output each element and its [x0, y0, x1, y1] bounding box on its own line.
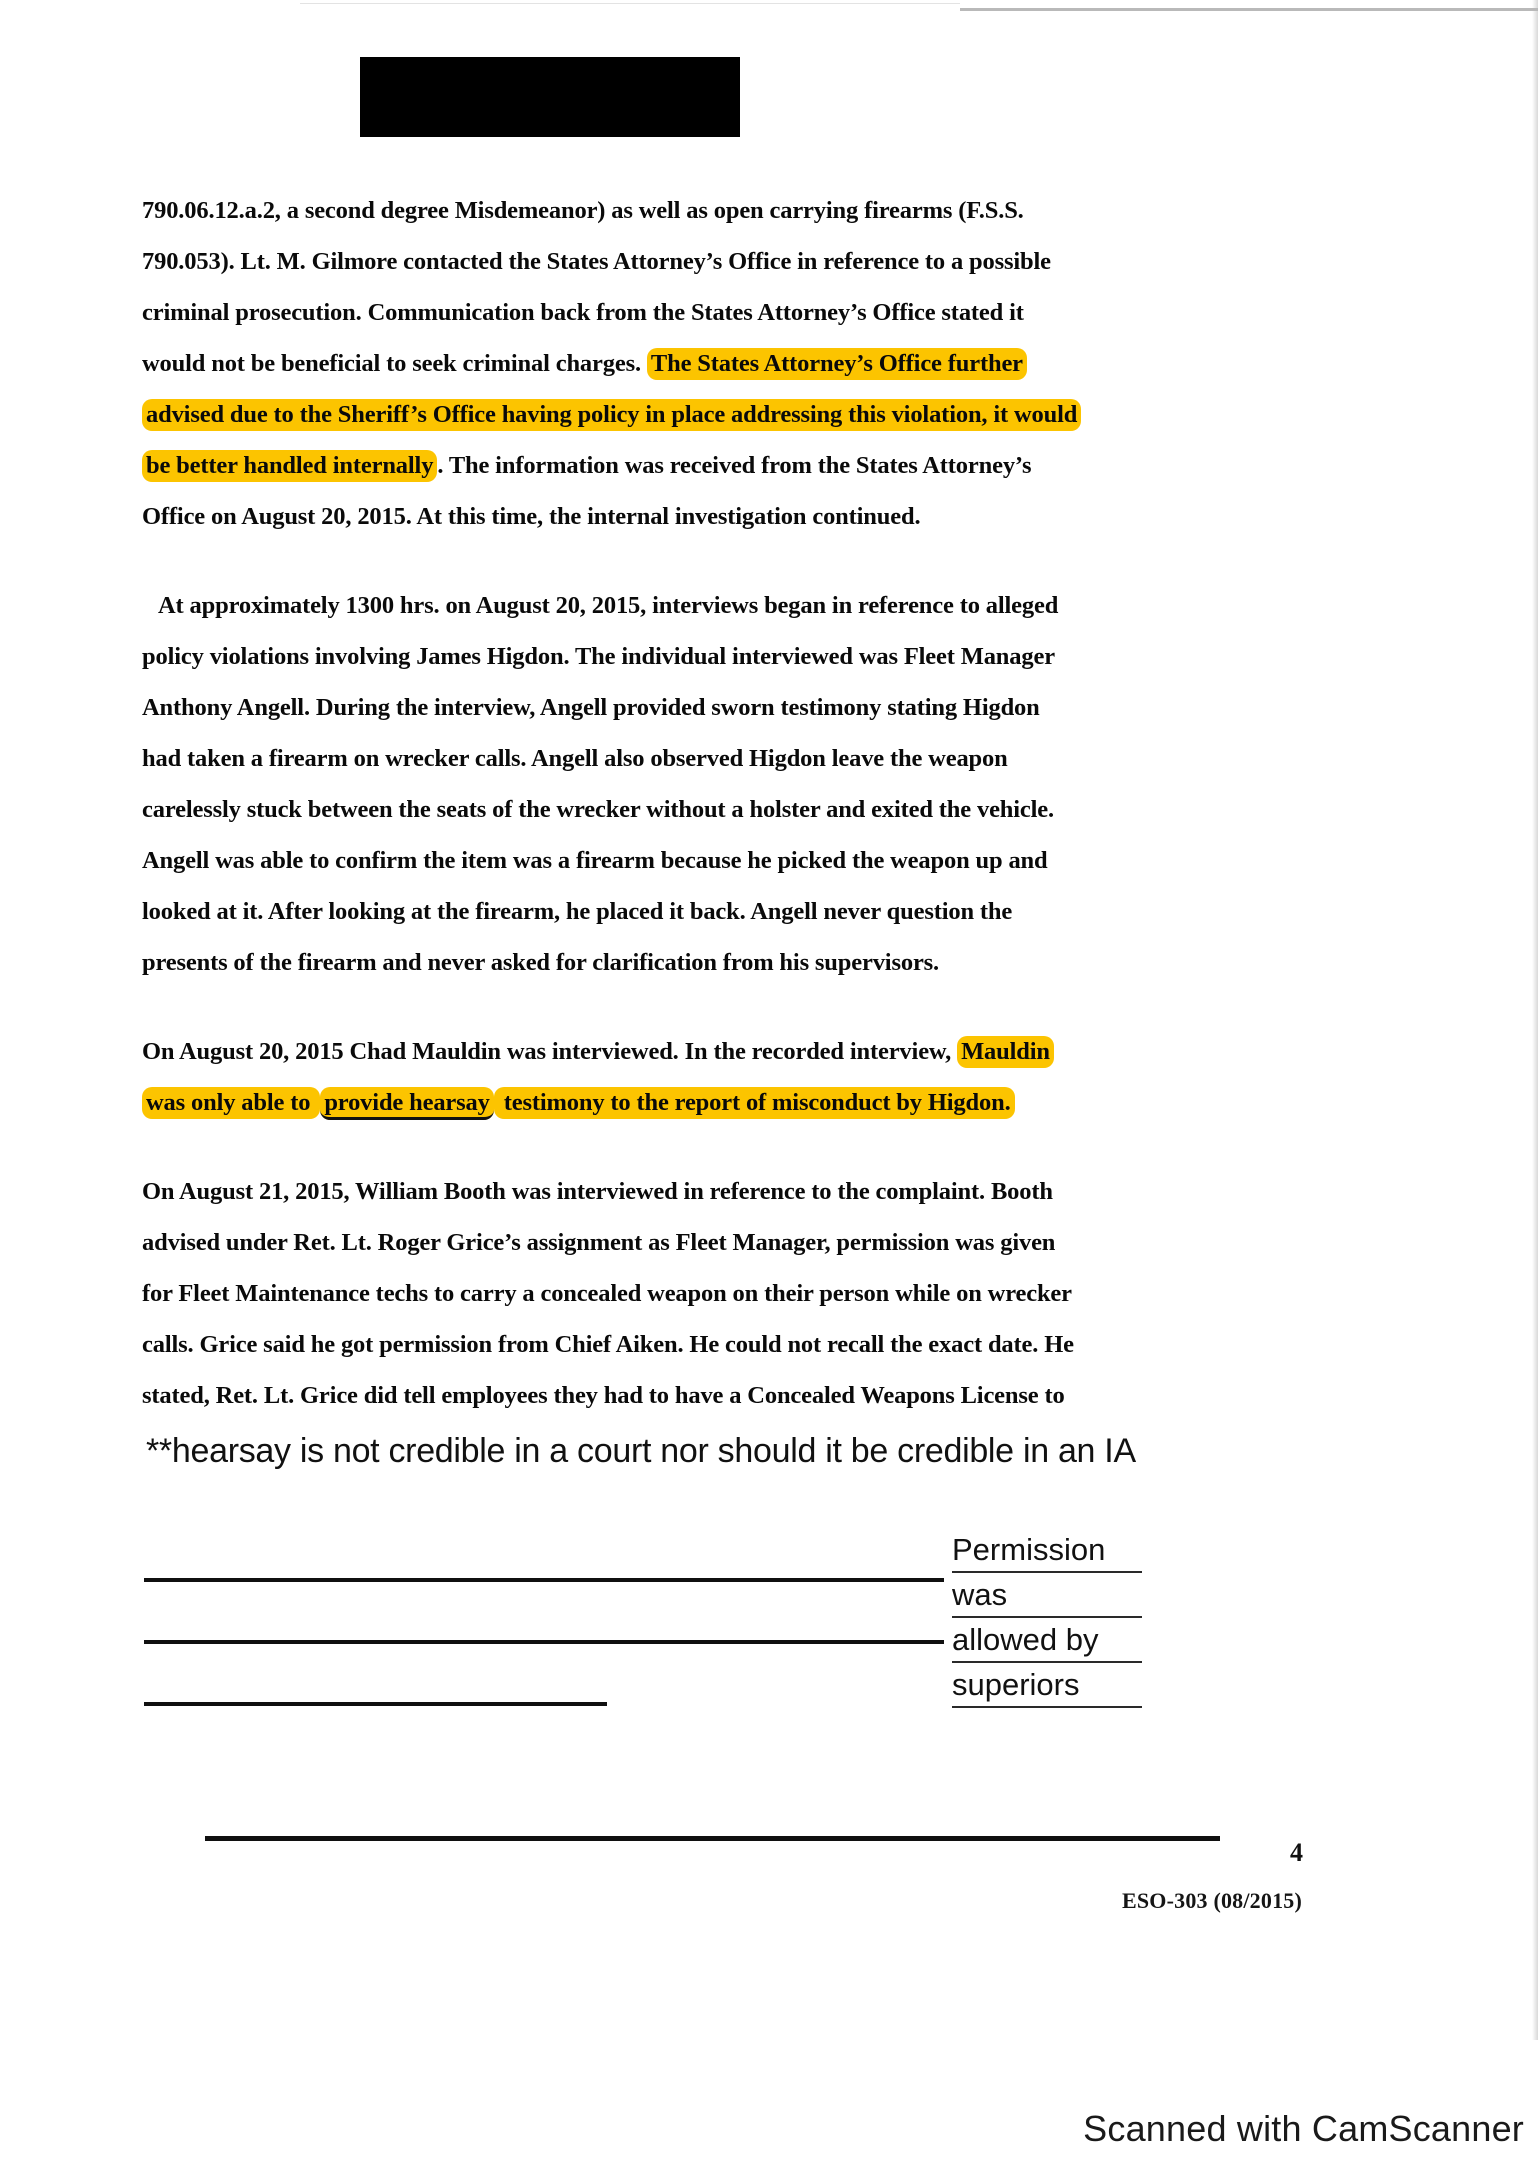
plain-text: At approximately 1300 hrs. on August 20, 2015, interviews began in reference to alleged — [158, 592, 1059, 619]
highlighted-text: Mauldin — [957, 1036, 1054, 1068]
text-line — [142, 440, 1402, 491]
redaction-bar — [360, 57, 740, 137]
scan-edge-top — [960, 8, 1538, 11]
handwritten-note-line: was — [952, 1573, 1142, 1618]
text-line — [142, 389, 1402, 440]
text-line — [142, 1319, 1402, 1370]
plain-text: . The information was received from the States Attorney’s — [437, 452, 1032, 479]
text-line — [142, 733, 1402, 784]
text-line — [142, 1026, 1402, 1077]
highlighted-text: testimony to the report of misconduct by Higdon. — [494, 1087, 1015, 1119]
underline-mark-1 — [144, 1578, 944, 1582]
plain-text: criminal prosecution. Communication back from the States Attorney’s Office stated it — [142, 299, 1024, 326]
plain-text: Anthony Angell. During the interview, Angell provided sworn testimony stating Higdon — [142, 694, 1040, 721]
plain-text: Angell was able to confirm the item was a firearm because he picked the weapon up and — [142, 847, 1048, 874]
plain-text: had taken a firearm on wrecker calls. Angell also observed Higdon leave the weapon — [142, 745, 1008, 772]
text-line — [142, 784, 1402, 835]
highlighted-underlined-text: provide hearsay — [320, 1087, 493, 1120]
text-line — [142, 185, 1402, 236]
document-body — [142, 185, 1402, 1459]
handwritten-note-hearsay: **hearsay is not credible in a court nor should it be credible in an IA — [146, 1432, 1136, 1470]
plain-text: advised under Ret. Lt. Roger Grice’s assignment as Fleet Manager, permission was given — [142, 1229, 1056, 1256]
plain-text: presents of the firearm and never asked for clarification from his supervisors. — [142, 949, 940, 976]
paragraph-2 — [142, 580, 1402, 988]
plain-text: stated, Ret. Lt. Grice did tell employees they had to have a Concealed Weapons License to — [142, 1382, 1065, 1409]
text-line — [142, 886, 1402, 937]
text-line — [142, 1268, 1402, 1319]
plain-text: Office on August 20, 2015. At this time, the internal investigation continued. — [142, 503, 921, 530]
text-line — [142, 580, 1402, 631]
plain-text: carelessly stuck between the seats of the wrecker without a holster and exited the vehicle. — [142, 796, 1055, 823]
camscanner-watermark: Scanned with CamScanner — [1083, 2108, 1524, 2149]
text-line — [142, 338, 1402, 389]
text-line — [142, 682, 1402, 733]
text-line — [142, 287, 1402, 338]
text-line — [142, 835, 1402, 886]
plain-text: calls. Grice said he got permission from Chief Aiken. He could not recall the exact date. He — [142, 1331, 1074, 1358]
highlighted-text: be better handled internally — [142, 450, 437, 482]
handwritten-note-line: Permission — [952, 1528, 1142, 1573]
highlighted-text: The States Attorney’s Office further — [647, 348, 1027, 380]
page-number: 4 — [1290, 1838, 1303, 1867]
handwritten-note-permission — [952, 1528, 1142, 1708]
text-line — [142, 1217, 1402, 1268]
paragraph-1 — [142, 185, 1402, 542]
handwritten-note-line: allowed by — [952, 1618, 1142, 1663]
underline-mark-2 — [144, 1640, 944, 1644]
paragraph-3 — [142, 1026, 1402, 1128]
text-line — [142, 1370, 1402, 1421]
highlighted-text: was only able to — [142, 1087, 320, 1119]
paragraph-4 — [142, 1166, 1402, 1421]
scan-edge-top-secondary — [300, 3, 960, 4]
plain-text: for Fleet Maintenance techs to carry a concealed weapon on their person while on wrecker — [142, 1280, 1072, 1307]
highlighted-text: advised due to the Sheriff’s Office having policy in place addressing this violation, it would — [142, 399, 1081, 431]
plain-text: policy violations involving James Higdon. The individual interviewed was Fleet Manager — [142, 643, 1055, 670]
footer-separator-rule — [205, 1836, 1220, 1841]
form-identifier: ESO-303 (08/2015) — [1122, 1888, 1303, 1913]
text-line — [142, 631, 1402, 682]
text-line — [142, 1077, 1402, 1128]
underline-mark-3 — [144, 1702, 607, 1706]
text-line — [142, 1166, 1402, 1217]
scan-edge-right — [1532, 0, 1538, 2040]
handwritten-note-line: superiors — [952, 1663, 1142, 1708]
plain-text: would not be beneficial to seek criminal charges. — [142, 350, 647, 377]
text-line — [142, 937, 1402, 988]
plain-text: On August 21, 2015, William Booth was interviewed in reference to the complaint. Booth — [142, 1178, 1053, 1205]
plain-text: 790.053). Lt. M. Gilmore contacted the States Attorney’s Office in reference to a possible — [142, 248, 1051, 275]
plain-text: On August 20, 2015 Chad Mauldin was interviewed. In the recorded interview, — [142, 1038, 958, 1065]
plain-text: looked at it. After looking at the firearm, he placed it back. Angell never question the — [142, 898, 1013, 925]
plain-text: 790.06.12.a.2, a second degree Misdemeanor) as well as open carrying firearms (F.S.S. — [142, 197, 1024, 224]
text-line — [142, 236, 1402, 287]
text-line — [142, 491, 1402, 542]
